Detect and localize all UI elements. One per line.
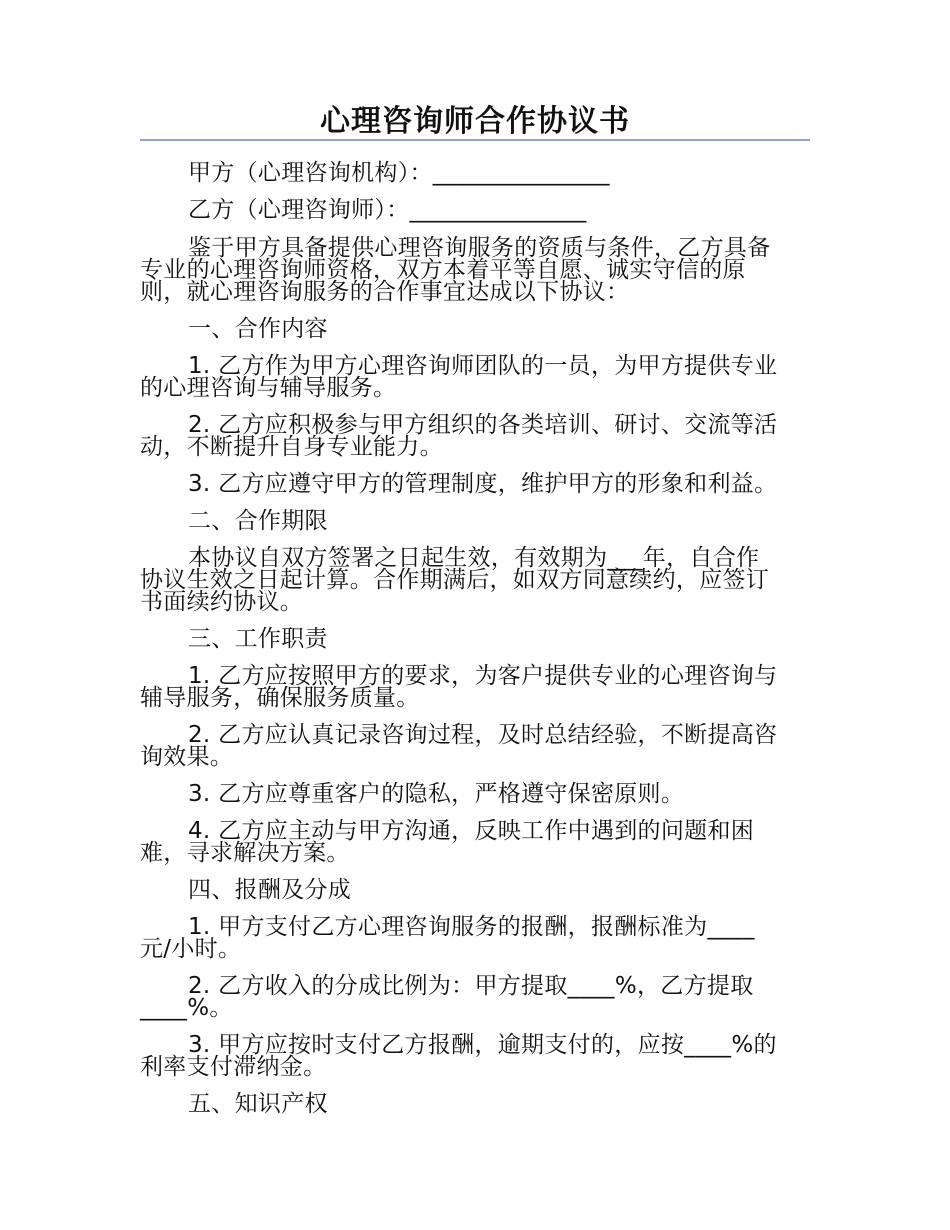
document-title: 心理咨询师合作协议书 bbox=[320, 104, 630, 139]
party-a-line: 甲方（心理咨询机构）：_______________ bbox=[188, 160, 610, 186]
clause-3-3-line-1: 3. 乙方应尊重客户的隐私，严格遵守保密原则。 bbox=[188, 781, 685, 807]
term-line-1: 本协议自双方签署之日起生效，有效期为___年，自合作 bbox=[188, 545, 760, 571]
clause-4-2-line-1: 2. 乙方收入的分成比例为：甲方提取____%，乙方提取 bbox=[188, 973, 754, 999]
clause-1-3-line-1: 3. 乙方应遵守甲方的管理制度，维护甲方的形象和利益。 bbox=[188, 471, 778, 497]
clause-3-1-line-1: 1. 乙方应按照甲方的要求，为客户提供专业的心理咨询与 bbox=[188, 663, 778, 689]
preamble-line-2: 专业的心理咨询师资格，双方本着平等自愿、诚实守信的原 bbox=[140, 257, 746, 283]
clause-4-1-line-2: 元/小时。 bbox=[140, 936, 242, 962]
preamble-line-1: 鉴于甲方具备提供心理咨询服务的资质与条件，乙方具备 bbox=[188, 235, 771, 261]
section-heading-1: 一、合作内容 bbox=[188, 316, 328, 342]
section-heading-2: 二、合作期限 bbox=[188, 508, 328, 534]
clause-1-1-line-1: 1. 乙方作为甲方心理咨询师团队的一员，为甲方提供专业 bbox=[188, 353, 778, 379]
clause-1-1-line-2: 的心理咨询与辅导服务。 bbox=[140, 375, 397, 401]
term-line-2: 协议生效之日起计算。合作期满后，如双方同意续约，应签订 bbox=[140, 567, 770, 593]
clause-4-1-line-1: 1. 甲方支付乙方心理咨询服务的报酬，报酬标准为____ bbox=[188, 914, 755, 940]
section-heading-4: 四、报酬及分成 bbox=[188, 877, 352, 903]
clause-3-4-line-1: 4. 乙方应主动与甲方沟通，反映工作中遇到的问题和困 bbox=[188, 818, 755, 844]
party-b-line: 乙方（心理咨询师）：_______________ bbox=[188, 197, 587, 223]
title-underline bbox=[140, 139, 810, 141]
clause-4-2-line-2: ____%。 bbox=[140, 995, 233, 1021]
section-heading-3: 三、工作职责 bbox=[188, 626, 328, 652]
clause-3-2-line-1: 2. 乙方应认真记录咨询过程，及时总结经验，不断提高咨 bbox=[188, 722, 778, 748]
clause-4-3-line-1: 3. 甲方应按时支付乙方报酬，逾期支付的，应按____%的 bbox=[188, 1032, 777, 1058]
term-line-3: 书面续约协议。 bbox=[140, 589, 304, 615]
clause-3-1-line-2: 辅导服务，确保服务质量。 bbox=[140, 685, 420, 711]
clause-4-3-line-2: 利率支付滞纳金。 bbox=[140, 1054, 327, 1080]
clause-1-2-line-1: 2. 乙方应积极参与甲方组织的各类培训、研讨、交流等活 bbox=[188, 412, 778, 438]
section-heading-5: 五、知识产权 bbox=[188, 1091, 328, 1117]
preamble-line-3: 则，就心理咨询服务的合作事宜达成以下协议： bbox=[140, 279, 630, 305]
clause-3-2-line-2: 询效果。 bbox=[140, 744, 234, 770]
clause-1-2-line-2: 动，不断提升自身专业能力。 bbox=[140, 434, 443, 460]
clause-3-4-line-2: 难，寻求解决方案。 bbox=[140, 840, 350, 866]
